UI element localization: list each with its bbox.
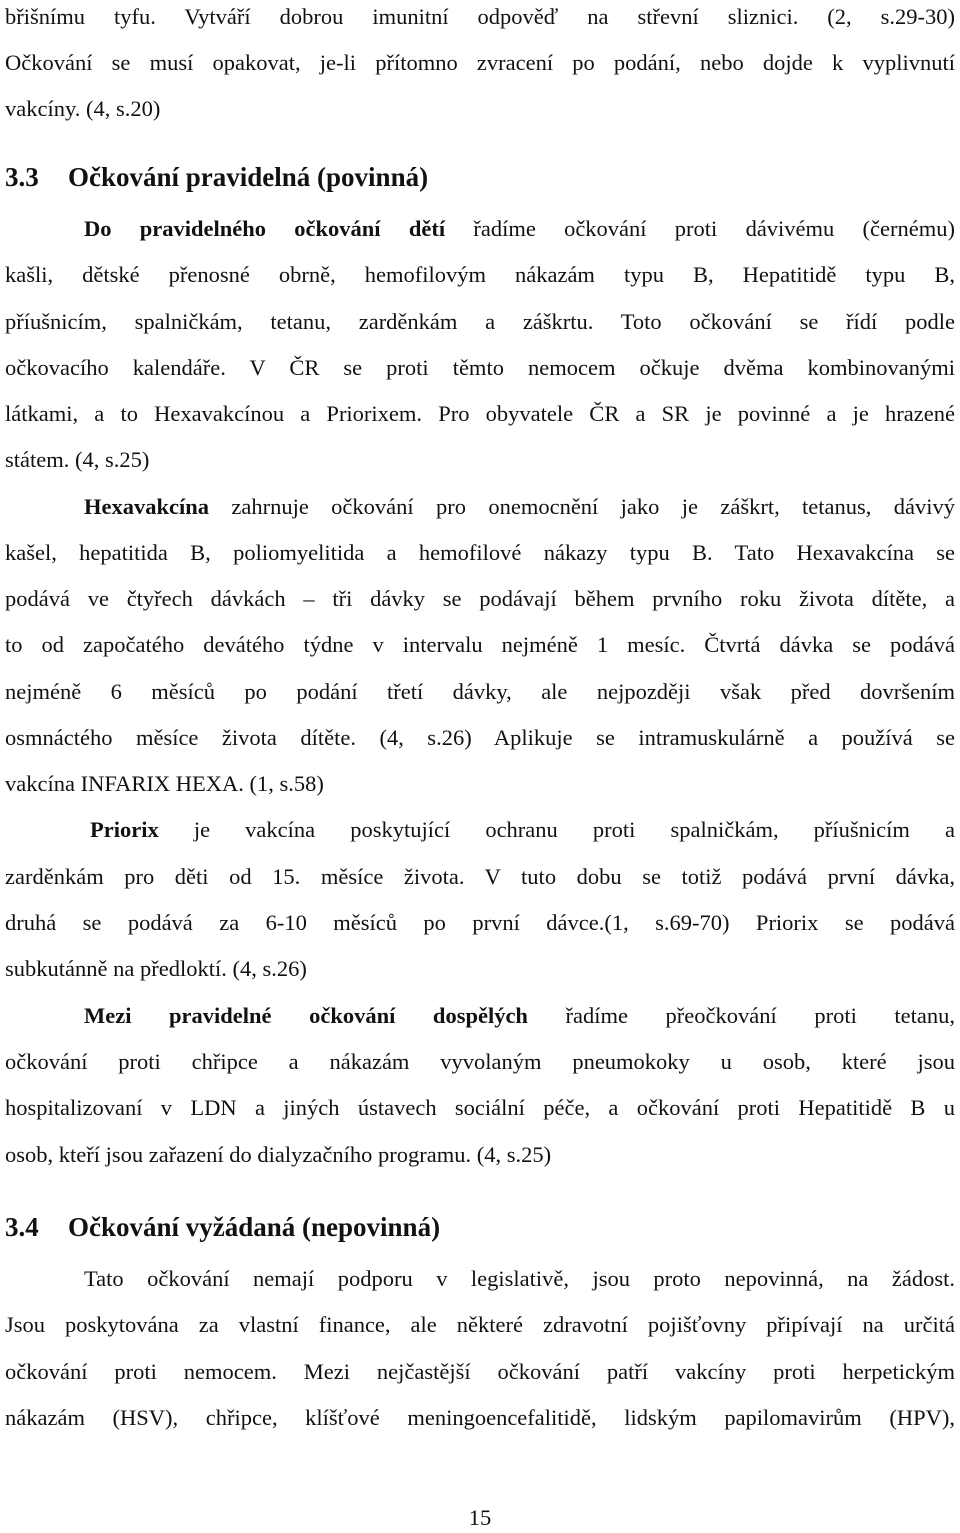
- paragraph-line: podává ve čtyřech dávkách – tři dávky se podávají během prvního roku života dítěte, a: [5, 586, 955, 611]
- paragraph-line: to od započatého devátého týdne v intervalu nejméně 1 mesíc. Čtvrtá dávka se podává: [5, 632, 955, 657]
- paragraph-line: příušnicím, spalničkám, tetanu, zarděnkám a záškrtu. Toto očkování se řídí podle: [5, 309, 955, 334]
- paragraph-line: osob, kteří jsou zařazení do dialyzačního programu. (4, s.25): [5, 1142, 552, 1167]
- bold-term: Hexavakcína: [84, 494, 210, 519]
- paragraph-line: druhá se podává za 6-10 měsíců po první dávce.(1, s.69-70) Priorix se podává: [5, 910, 955, 935]
- paragraph-line: vakcína INFARIX HEXA. (1, s.58): [5, 771, 324, 796]
- section-title: Očkování pravidelná (povinná): [68, 162, 429, 192]
- paragraph-line: Jsou poskytována za vlastní finance, ale některé zdravotní pojišťovny připívají na určitá: [5, 1312, 955, 1337]
- paragraph-line: látkami, a to Hexavakcínou a Priorixem. Pro obyvatele ČR a SR je povinné a je hrazené: [5, 401, 955, 426]
- paragraph-line: hospitalizovaní v LDN a jiných ústavech sociální péče, a očkování proti Hepatitidě B u: [5, 1095, 955, 1120]
- paragraph-line: kašel, hepatitida B, poliomyelitida a hemofilové nákazy typu B. Tato Hexavakcína se: [5, 540, 955, 565]
- paragraph-line: vakcíny. (4, s.20): [5, 96, 161, 121]
- text-span: zahrnuje očkování pro onemocnění jako je záškrt, tetanus, dávivý: [209, 494, 955, 519]
- paragraph-first-line: [90, 815, 955, 845]
- text-span: řadíme přeočkování proti tetanu,: [527, 1003, 955, 1028]
- paragraph-first-line: [84, 492, 955, 522]
- paragraph-first-line: [84, 1001, 955, 1031]
- paragraph-line: očkovacího kalendáře. V ČR se proti těmto nemocem očkuje dvěma kombinovanými: [5, 355, 955, 380]
- paragraph-line: břišnímu tyfu. Vytváří dobrou imunitní odpověď na střevní sliznici. (2, s.29-30): [5, 4, 955, 29]
- paragraph-line: zarděnkám pro děti od 15. měsíce života. V tuto dobu se totiž podává první dávka,: [5, 864, 955, 889]
- bold-term: Do pravidelného očkování dětí: [84, 216, 446, 241]
- paragraph-line: Očkování se musí opakovat, je-li přítomno zvracení po podání, nebo dojde k vyplivnutí: [5, 50, 955, 75]
- bold-term: Priorix: [90, 817, 159, 842]
- paragraph-line: osmnáctého měsíce života dítěte. (4, s.26) Aplikuje se intramuskulárně a používá se: [5, 725, 955, 750]
- section-number: 3.4: [5, 1212, 39, 1242]
- section-title: Očkování vyžádaná (nepovinná): [68, 1212, 441, 1242]
- page-number: 15: [468, 1505, 492, 1530]
- section-number: 3.3: [5, 162, 39, 192]
- text-span: je vakcína poskytující ochranu proti spalničkám, příušnicím a: [158, 817, 955, 842]
- paragraph-line: očkování proti nemocem. Mezi nejčastější očkování patří vakcíny proti herpetickým: [5, 1359, 955, 1384]
- paragraph-line: státem. (4, s.25): [5, 447, 150, 472]
- paragraph-first-line: Tato očkování nemají podporu v legislativě, jsou proto nepovinná, na žádost.: [84, 1266, 955, 1291]
- paragraph-line: očkování proti chřipce a nákazám vyvolaným pneumokoky u osob, které jsou: [5, 1049, 955, 1074]
- paragraph-line: subkutánně na předloktí. (4, s.26): [5, 956, 307, 981]
- paragraph-first-line: [84, 214, 955, 244]
- section-heading-3-4: [5, 1210, 440, 1244]
- paragraph-line: kašli, dětské přenosné obrně, hemofilovým nákazám typu B, Hepatitidě typu B,: [5, 262, 955, 287]
- section-heading-3-3: [5, 160, 428, 194]
- bold-term: Mezi pravidelné očkování dospělých: [84, 1003, 528, 1028]
- paragraph-line: nákazám (HSV), chřipce, klíšťové meningoencefalitidě, lidským papilomavirům (HPV),: [5, 1405, 955, 1430]
- text-span: řadíme očkování proti dávivému (černému): [445, 216, 955, 241]
- paragraph-line: nejméně 6 měsíců po podání třetí dávky, ale nejpozději však před dovršením: [5, 679, 955, 704]
